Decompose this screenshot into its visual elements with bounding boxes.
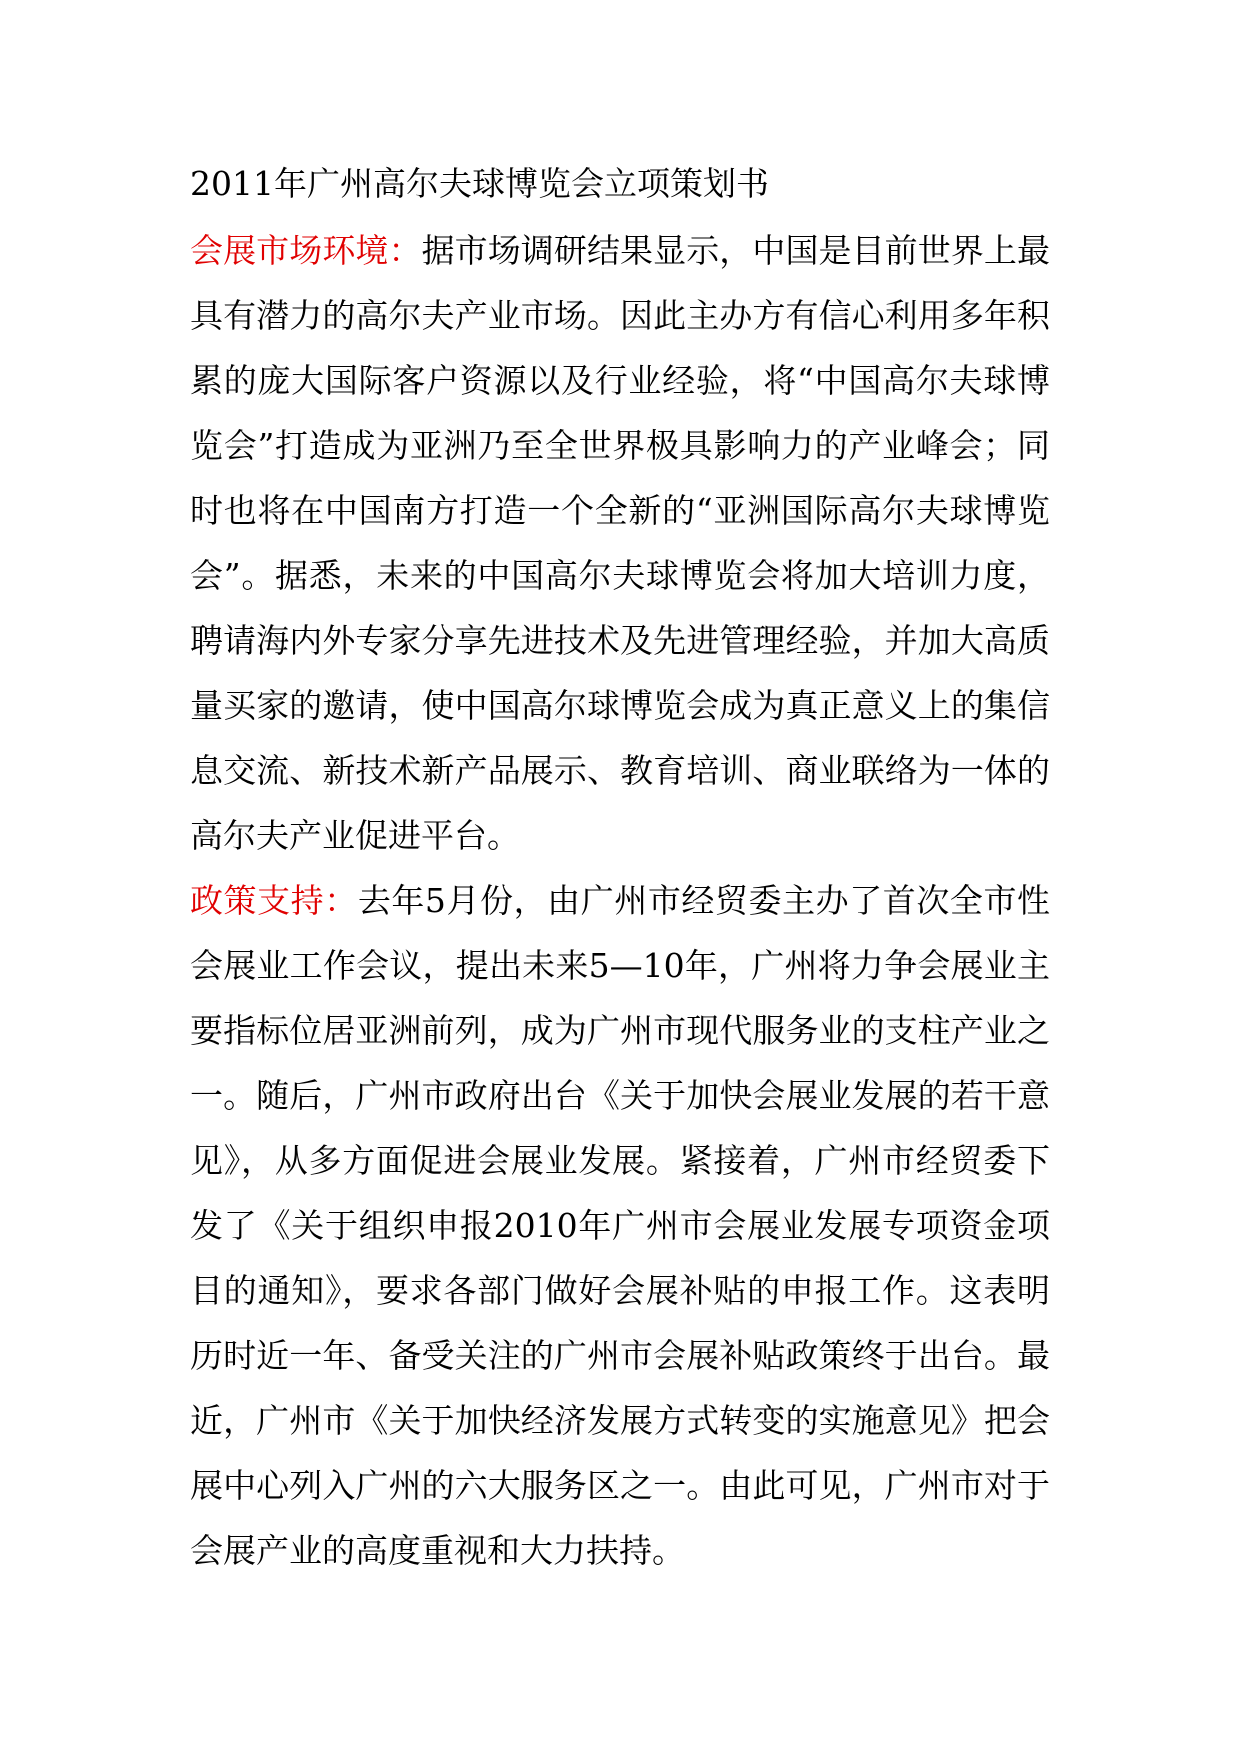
document-page	[190, 158, 1050, 1583]
section-label: 会展市场环境：	[190, 231, 422, 270]
section-text: 据市场调研结果显示，中国是目前世界上最具有潜力的高尔夫产业市场。因此主办方有信心利用多年积累的庞大国际客户资源以及行业经验，将“中国高尔夫球博览会”打造成为亚洲乃至全世界极具影响力的产业峰会；同时也将在中国南方打造一个全新的“亚洲国际高尔夫球博览会”。据悉，未来的中国高尔夫球博览会将加大培训力度，聘请海内外专家分享先进技术及先进管理经验，并加大高质量买家的邀请，使中国高尔球博览会成为真正意义上的集信息交流、新技术新产品展示、教育培训、商业联络为一体的高尔夫产业促进平台。	[190, 231, 1051, 855]
section-market-environment	[190, 218, 1050, 868]
document-title: 2011年广州高尔夫球博览会立项策划书	[190, 164, 769, 203]
section-policy-support	[190, 868, 1050, 1583]
section-label: 政策支持：	[190, 881, 358, 920]
section-text: 去年5月份，由广州市经贸委主办了首次全市性会展业工作会议，提出未来5—10年，广州将力争会展业主要指标位居亚洲前列，成为广州市现代服务业的支柱产业之一。随后，广州市政府出台《关于加快会展业发展的若干意见》，从多方面促进会展业发展。紧接着，广州市经贸委下发了《关于组织申报2010年广州市会展业发展专项资金项目的通知》，要求各部门做好会展补贴的申报工作。这表明历时近一年、备受关注的广州市会展补贴政策终于出台。最近，广州市《关于加快经济发展方式转变的实施意见》把会展中心列入广州的六大服务区之一。由此可见，广州市对于会展产业的高度重视和大力扶持。	[190, 881, 1051, 1570]
